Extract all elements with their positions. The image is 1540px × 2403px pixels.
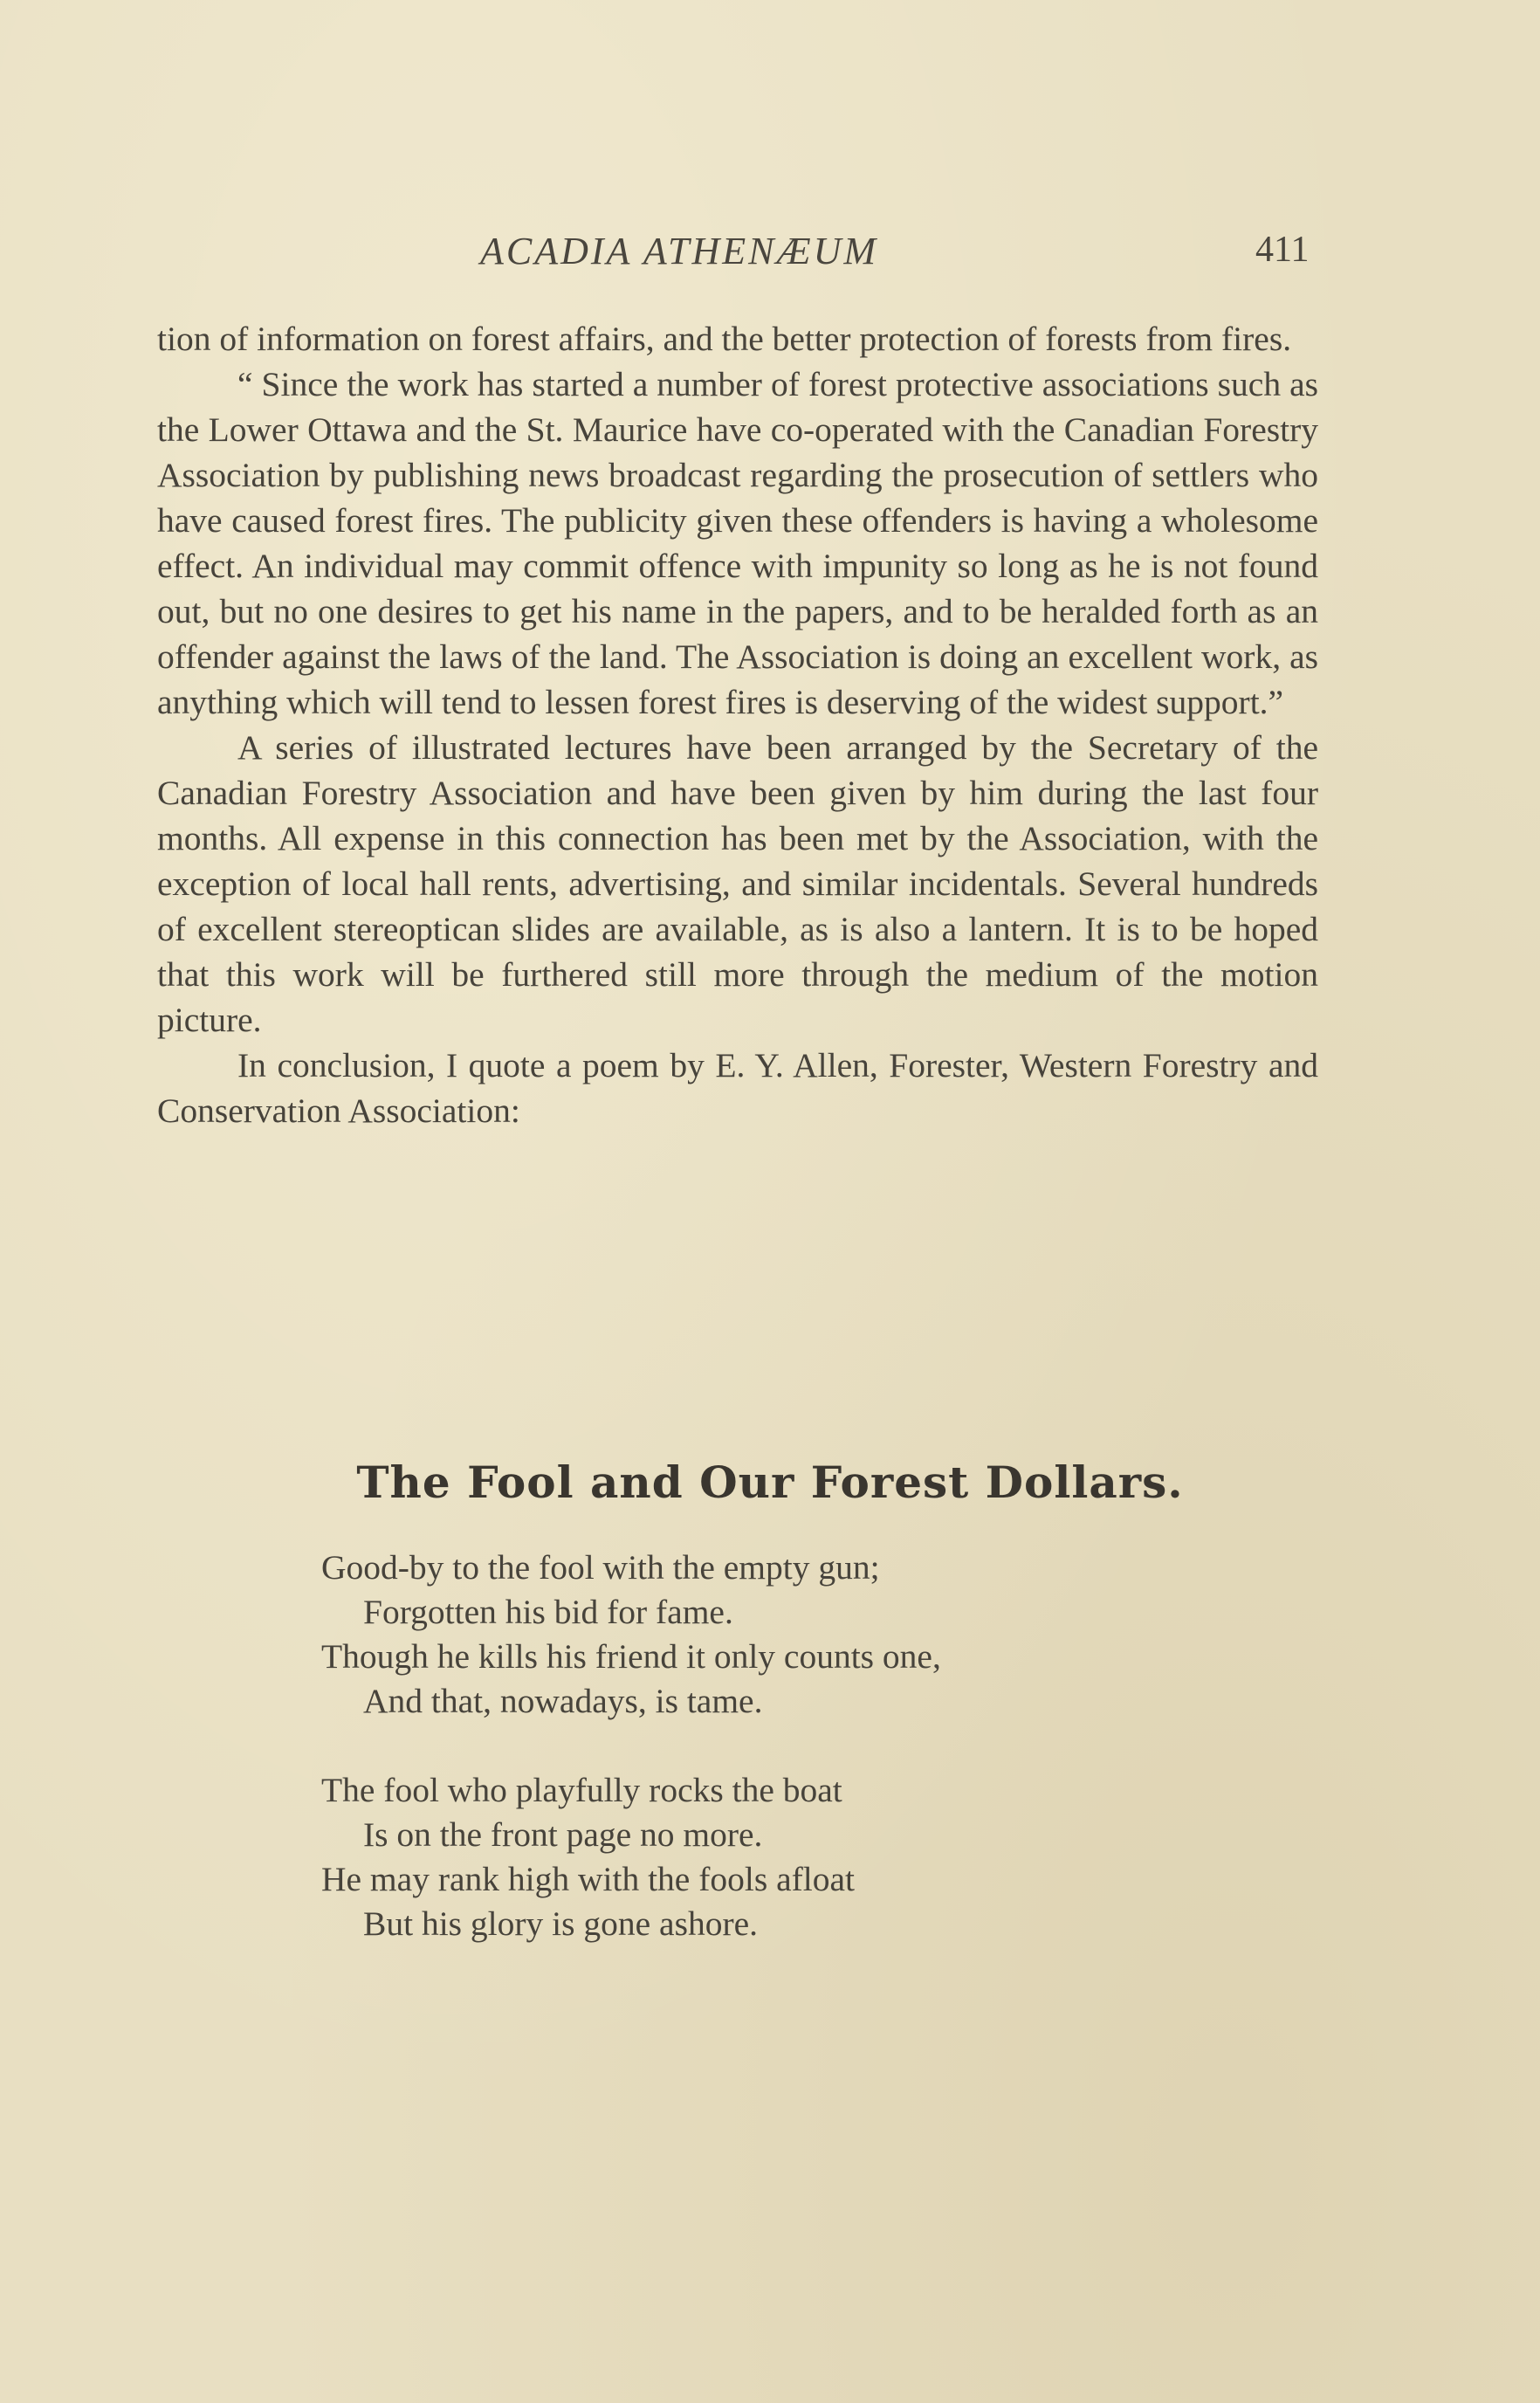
paragraph: tion of information on forest affairs, and the better protection of forests from fires. [157, 320, 1292, 358]
poem-line: Though he kills his friend it only counts one, [321, 1637, 941, 1676]
paragraph: A series of illustrated lectures have been arranged by the Secretary of the Canadian Forestry Association and have been given by him during the last four months. All expense in this connection has been met by the Association, with the exception of local hall rents, advertising, and similar incidentals. Several hundreds of excellent stereoptican slides are available, as is also a lantern. It is to be hoped that this work will be furthered still more through the medium of the motion picture. [157, 728, 1318, 1039]
page-number: 411 [1255, 230, 1310, 270]
paragraph: “ Since the work has started a number of forest protective associations such as the Lower Ottawa and the St. Maurice have co-operated with the Canadian Forestry Association by publishing news broadcast regarding the prosecution of settlers who have caused forest fires. The publicity given these offenders is having a wholesome effect. An individual may commit offence with impunity so long as he is not found out, but no one desires to get his name in the papers, and to be heralded forth as an offender against the laws of the land. The Association is doing an excellent work, as anything which will tend to lessen forest fires is deserving of the widest support.” [157, 365, 1318, 721]
poem-line: The fool who playfully rocks the boat [321, 1771, 842, 1809]
poem-line: And that, nowadays, is tame. [363, 1682, 763, 1720]
journal-title: ACADIA ATHENÆUM [480, 230, 879, 272]
poem-line: Is on the front page no more. [363, 1815, 763, 1854]
paragraph: In conclusion, I quote a poem by E. Y. Allen, Forester, Western Forestry and Conservation Association: [157, 1046, 1318, 1130]
poem-line: But his glory is gone ashore. [363, 1904, 759, 1943]
poem [321, 1546, 941, 1991]
poem-stanza [321, 1546, 941, 1724]
poem-stanza [321, 1768, 941, 1946]
article-body [157, 316, 1318, 1133]
poem-line: He may rank high with the fools afloat [321, 1860, 855, 1898]
poem-line: Forgotten his bid for fame. [363, 1593, 733, 1631]
poem-line: Good-by to the fool with the empty gun; [321, 1548, 880, 1587]
poem-title: The Fool and Our Forest Dollars. [356, 1456, 1184, 1508]
running-head [0, 229, 1540, 281]
